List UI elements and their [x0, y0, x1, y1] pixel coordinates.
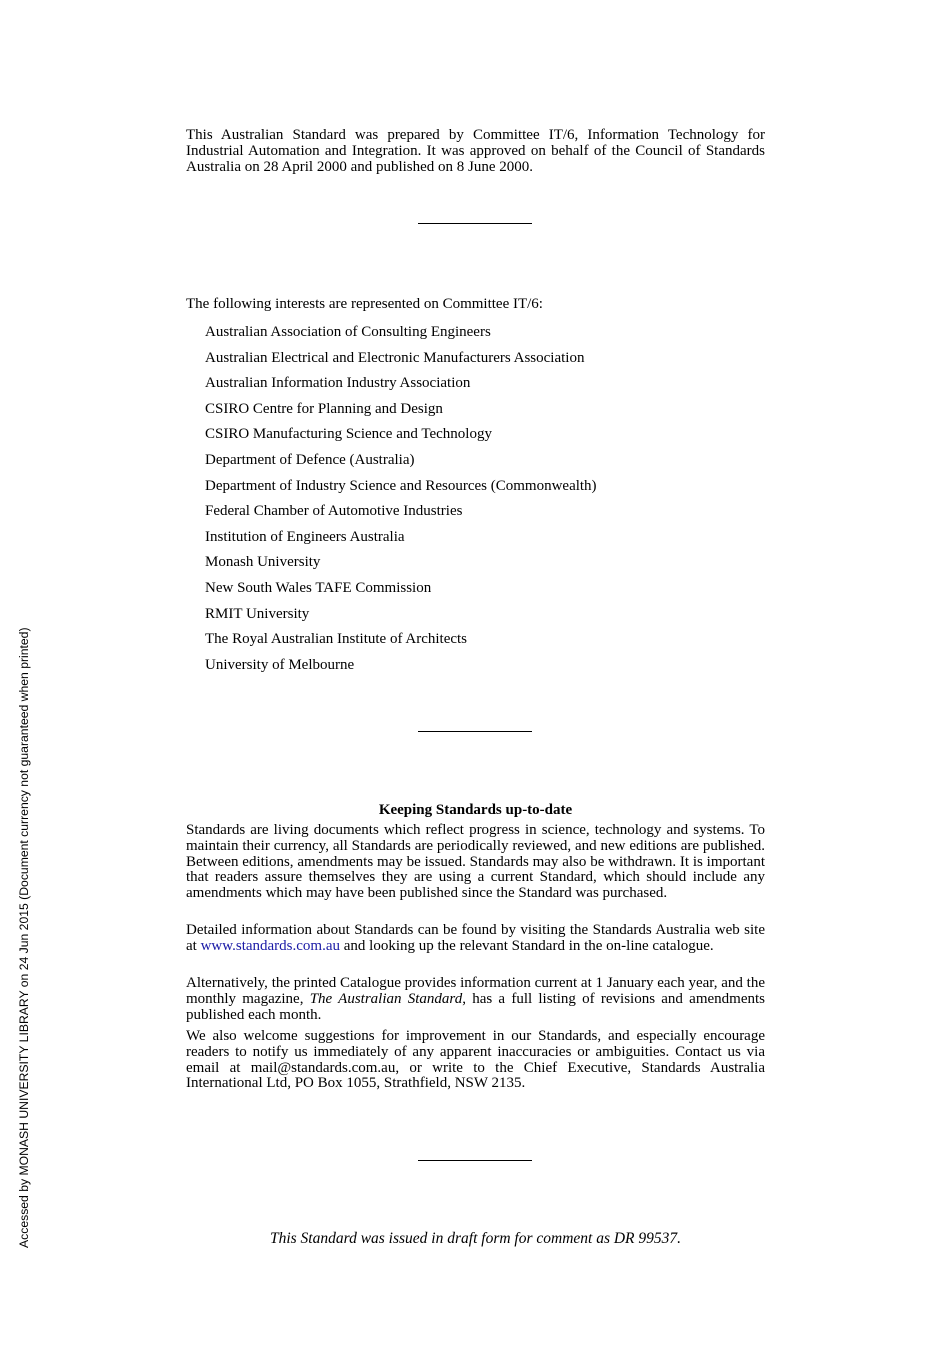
- list-item: Monash University: [205, 554, 321, 571]
- list-item: CSIRO Manufacturing Science and Technology: [205, 426, 492, 443]
- paragraph-suggestions: We also welcome suggestions for improvement in our Standards, and especially encourage readers to notify us immediately of any apparent inaccuracies or ambiguities. Contact us via email at mail@standards.com.au, or write to the Chief Executive, Standards Australia International Ltd, PO Box 1055, Strathfield, NSW 2135.: [186, 1028, 765, 1092]
- text-span: , has a full listing of revisions and amendments published each month.: [186, 990, 765, 1023]
- standards-website-link[interactable]: www.standards.com.au: [200, 937, 340, 954]
- list-item: University of Melbourne: [205, 656, 355, 673]
- paragraph-web-site: [186, 923, 765, 955]
- list-item: Australian Information Industry Association: [205, 375, 471, 392]
- text-span: and looking up the relevant Standard in the on-line catalogue.: [340, 937, 714, 954]
- list-item: Department of Defence (Australia): [205, 451, 415, 468]
- paragraph-catalogue: [186, 976, 765, 1023]
- list-item: Australian Electrical and Electronic Manufacturers Association: [205, 349, 585, 366]
- paragraph-living-documents: Standards are living documents which reflect progress in science, technology and systems. To maintain their currency, all Standards are periodically reviewed, and new editions are published. Between editions, amendments may be issued. Standards may also be withdrawn. It is important that readers assure themselves they are using a current Standard, which should include any amendments which may have been published since the Standard was purchased.: [186, 822, 765, 902]
- approval-paragraph: This Australian Standard was prepared by Committee IT/6, Information Technology for Industrial Automation and Integration. It was approved on behalf of the Council of Standards Australia on 28 April 2000 and published on 8 June 2000.: [186, 127, 765, 175]
- list-item: Department of Industry Science and Resources (Commonwealth): [205, 477, 597, 494]
- section-heading: Keeping Standards up-to-date: [378, 802, 573, 818]
- committee-intro: The following interests are represented on Committee IT/6:: [186, 296, 543, 312]
- text-span: Detailed information about Standards can be found by visiting the Standards Australia web site at: [186, 922, 765, 954]
- list-item: The Royal Australian Institute of Architects: [205, 631, 468, 648]
- magazine-title: The Australian Standard: [309, 990, 463, 1007]
- section-divider: [418, 1160, 532, 1161]
- committee-members-list: [205, 320, 597, 678]
- list-item: Australian Association of Consulting Engineers: [205, 324, 491, 340]
- list-item: RMIT University: [205, 605, 310, 622]
- draft-note: This Standard was issued in draft form for comment as DR 99537.: [269, 1230, 682, 1247]
- section-divider: [418, 731, 532, 732]
- list-item: Institution of Engineers Australia: [205, 528, 405, 545]
- section-divider: [418, 223, 532, 224]
- text-span: Alternatively, the printed Catalogue provides information current at 1 January each year, and the monthly magazine,: [186, 975, 765, 1007]
- list-item: Federal Chamber of Automotive Industries: [205, 503, 463, 520]
- list-item: CSIRO Centre for Planning and Design: [205, 400, 443, 417]
- list-item: New South Wales TAFE Commission: [205, 579, 432, 596]
- access-watermark: Accessed by MONASH UNIVERSITY LIBRARY on 24 Jun 2015 (Document currency not guaranteed when printed): [17, 627, 31, 1248]
